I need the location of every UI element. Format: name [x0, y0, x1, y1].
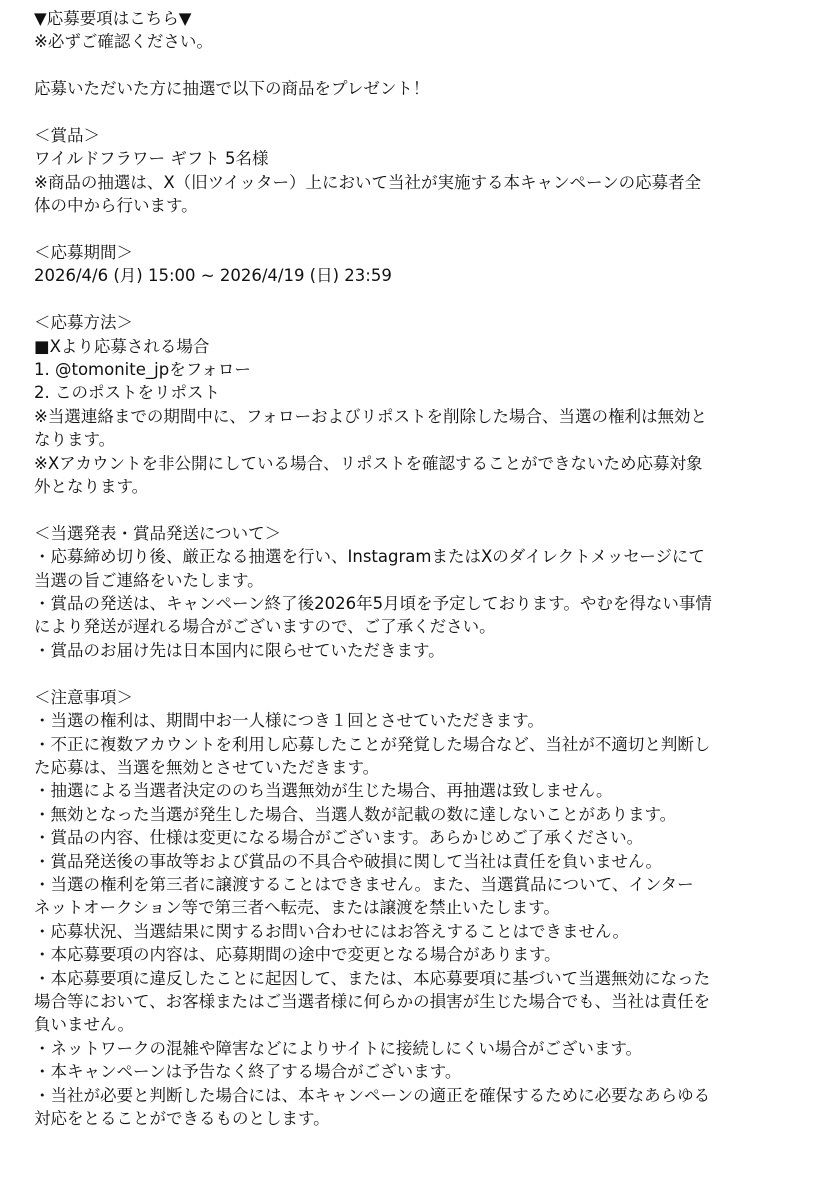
notes-line: ・無効となった当選が発生した場合、当選人数が記載の数に達しないことがあります。 — [34, 804, 677, 824]
method-subheading: ■Xより応募される場合 — [34, 336, 210, 356]
prize-note-line: 体の中から行います。 — [34, 196, 198, 216]
method-note-line: 外となります。 — [34, 477, 149, 497]
spacer — [34, 288, 818, 311]
notes-line: ・本応募要項の内容は、応募期間の途中で変更となる場合があります。 — [34, 945, 561, 965]
section-header-title: ▼応募要項はこちら▼ — [34, 9, 192, 28]
spacer — [34, 54, 818, 77]
method-note-line: なります。 — [34, 430, 116, 450]
notes-line: ・本応募要項に違反したことに起因して、または、本応募要項に基づいて当選無効になった — [34, 968, 711, 988]
period-value: 2026/4/6 (月) 15:00 ~ 2026/4/19 (日) 23:59 — [34, 266, 392, 286]
spacer — [34, 662, 818, 685]
notes-line: ・賞品発送後の事故等および賞品の不具合や破損に関して当社は責任を負いません。 — [34, 851, 662, 871]
announcement-line: により発送が遅れる場合がございますので、ご了承ください。 — [34, 617, 496, 637]
method-step: 1. @tomonite_jpをフォロー — [34, 360, 251, 380]
notes-line: ・本キャンペーンは予告なく終了する場合がございます。 — [34, 1062, 462, 1082]
spacer — [34, 218, 818, 241]
notes-line: ・賞品の内容、仕様は変更になる場合がございます。あらかじめご了承ください。 — [34, 828, 644, 848]
method-step: 2. このポストをリポスト — [34, 383, 220, 403]
notes-line: ・当選の権利は、期間中お一人様につき１回とさせていただきます。 — [34, 711, 544, 731]
notes-line: た応募は、当選を無効とさせていただきます。 — [34, 757, 380, 777]
notes-line: ・当社が必要と判断した場合には、本キャンペーンの適正を確保するために必要なあらゆる — [34, 1085, 711, 1105]
header-note: ※必ずご確認ください。 — [34, 32, 213, 52]
notes-line: 対応をとることができるものとします。 — [34, 1109, 330, 1128]
prize-heading: ＜賞品＞ — [34, 126, 100, 145]
notes-line: ネットオークション等で第三者へ転売、または譲渡を禁止いたします。 — [34, 898, 560, 918]
intro-text: 応募いただいた方に抽選で以下の商品をプレゼント！ — [34, 79, 430, 99]
announcement-line: ・賞品のお届け先は日本国内に限らせていただきます。 — [34, 640, 445, 660]
method-note-line: ※当選連絡までの期間中に、フォローおよびリポストを削除した場合、当選の権利は無効と — [34, 406, 708, 426]
notes-line: ・抽選による当選者決定ののち当選無効が生じた場合、再抽選は致しません。 — [34, 781, 613, 801]
spacer — [34, 498, 818, 521]
prize-item: ワイルドフラワー ギフト 5名様 — [34, 149, 269, 169]
notes-line: ・ネットワークの混雑や障害などによりサイトに接続しにくい場合がございます。 — [34, 1038, 643, 1058]
prize-note-line: ※商品の抽選は、X（旧ツイッター）上において当社が実施する本キャンペーンの応募者全 — [34, 172, 702, 192]
notes-line: ・当選の権利を第三者に譲渡することはできません。また、当選賞品について、インター — [34, 874, 694, 894]
period-heading: ＜応募期間＞ — [34, 243, 133, 263]
announcement-heading: ＜当選発表・賞品発送について＞ — [34, 523, 282, 543]
notes-heading: ＜注意事項＞ — [34, 687, 133, 707]
notes-line: ・応募状況、当選結果に関するお問い合わせにはお答えすることはできません。 — [34, 921, 629, 941]
announcement-line: 当選の旨ご連絡をいたします。 — [34, 570, 264, 590]
method-heading: ＜応募方法＞ — [34, 313, 133, 333]
announcement-line: ・賞品の発送は、キャンペーン終了後2026年5月頃を予定しております。やむを得ない事情 — [34, 594, 712, 614]
announcement-line: ・応募締め切り後、厳正なる抽選を行い、InstagramまたはXのダイレクトメッセージにて — [34, 547, 705, 567]
spacer — [34, 101, 818, 124]
method-note-line: ※Xアカウントを非公開にしている場合、リポストを確認することができないため応募対象 — [34, 453, 703, 473]
notes-line: 場合等において、お客様またはご当選者様に何らかの損害が生じた場合でも、当社は責任を — [34, 991, 711, 1011]
notes-line: 負いません。 — [34, 1015, 134, 1035]
notes-line: ・不正に複数アカウントを利用し応募したことが発覚した場合など、当社が不適切と判断し — [34, 734, 711, 754]
